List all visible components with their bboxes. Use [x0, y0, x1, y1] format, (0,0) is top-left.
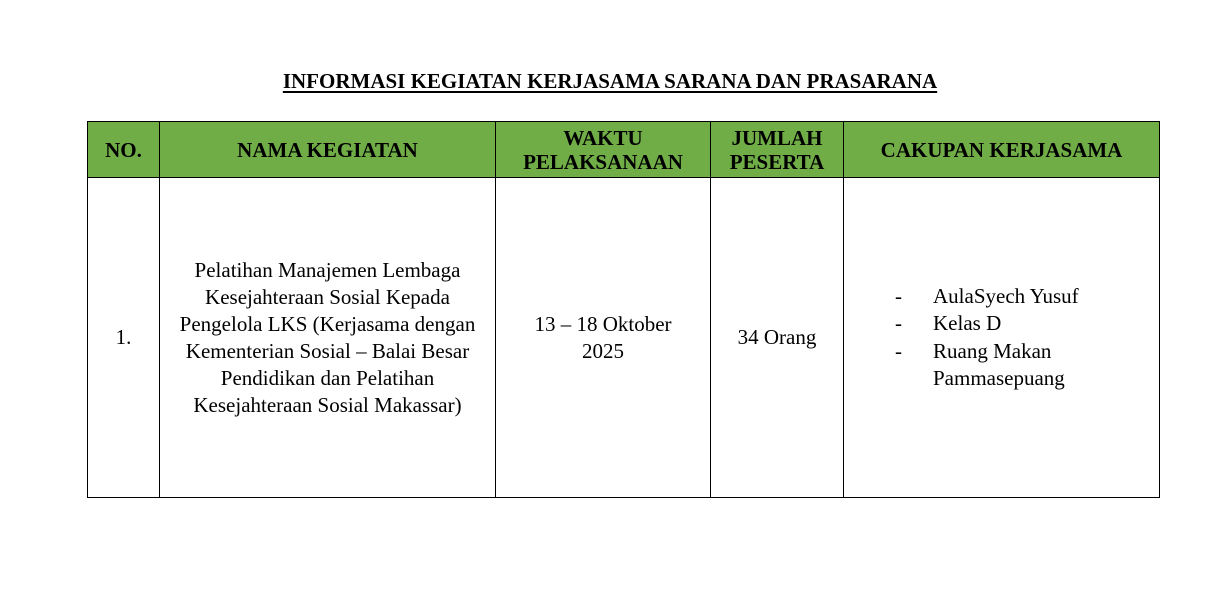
cakupan-list — [850, 283, 1153, 393]
cell-no: 1. — [88, 178, 160, 498]
list-dash: - — [895, 338, 902, 363]
document-title: INFORMASI KEGIATAN KERJASAMA SARANA DAN PRASARANA — [282, 69, 938, 93]
header-cakupan-kerjasama: CAKUPAN KERJASAMA — [844, 122, 1160, 178]
table-header-row — [88, 122, 1160, 178]
list-item-text: Ruang Makan Pammasepuang — [933, 338, 1065, 390]
cell-jumlah-peserta: 34 Orang — [711, 178, 844, 498]
header-no: NO. — [88, 122, 160, 178]
cell-waktu-pelaksanaan — [496, 178, 711, 498]
list-item-text: Kelas D — [933, 311, 1002, 335]
list-item — [895, 338, 1153, 393]
header-jumlah-peserta: JUMLAH PESERTA — [711, 122, 844, 178]
list-dash: - — [895, 283, 902, 308]
table-row — [88, 178, 1160, 498]
header-nama-kegiatan: NAMA KEGIATAN — [160, 122, 496, 178]
cell-cakupan-kerjasama — [844, 178, 1160, 498]
list-item — [895, 310, 1153, 338]
list-item — [895, 283, 1153, 311]
nama-kegiatan-text: Pelatihan Manajemen Lembaga Kesejahteraan Sosial Kepada Pengelola LKS (Kerjasama dengan Kementerian Sosial – Balai Besar Pendidikan dan Pelatihan Kesejahteraan Sosial Makassar) — [179, 257, 476, 417]
cell-nama-kegiatan — [160, 178, 496, 498]
list-item-text: AulaSyech Yusuf — [933, 283, 1079, 308]
list-dash: - — [895, 311, 902, 335]
activity-table — [87, 121, 1160, 498]
header-waktu-pelaksanaan: WAKTU PELAKSANAAN — [496, 122, 711, 178]
waktu-pelaksanaan-text: 13 – 18 Oktober 2025 — [534, 311, 672, 363]
